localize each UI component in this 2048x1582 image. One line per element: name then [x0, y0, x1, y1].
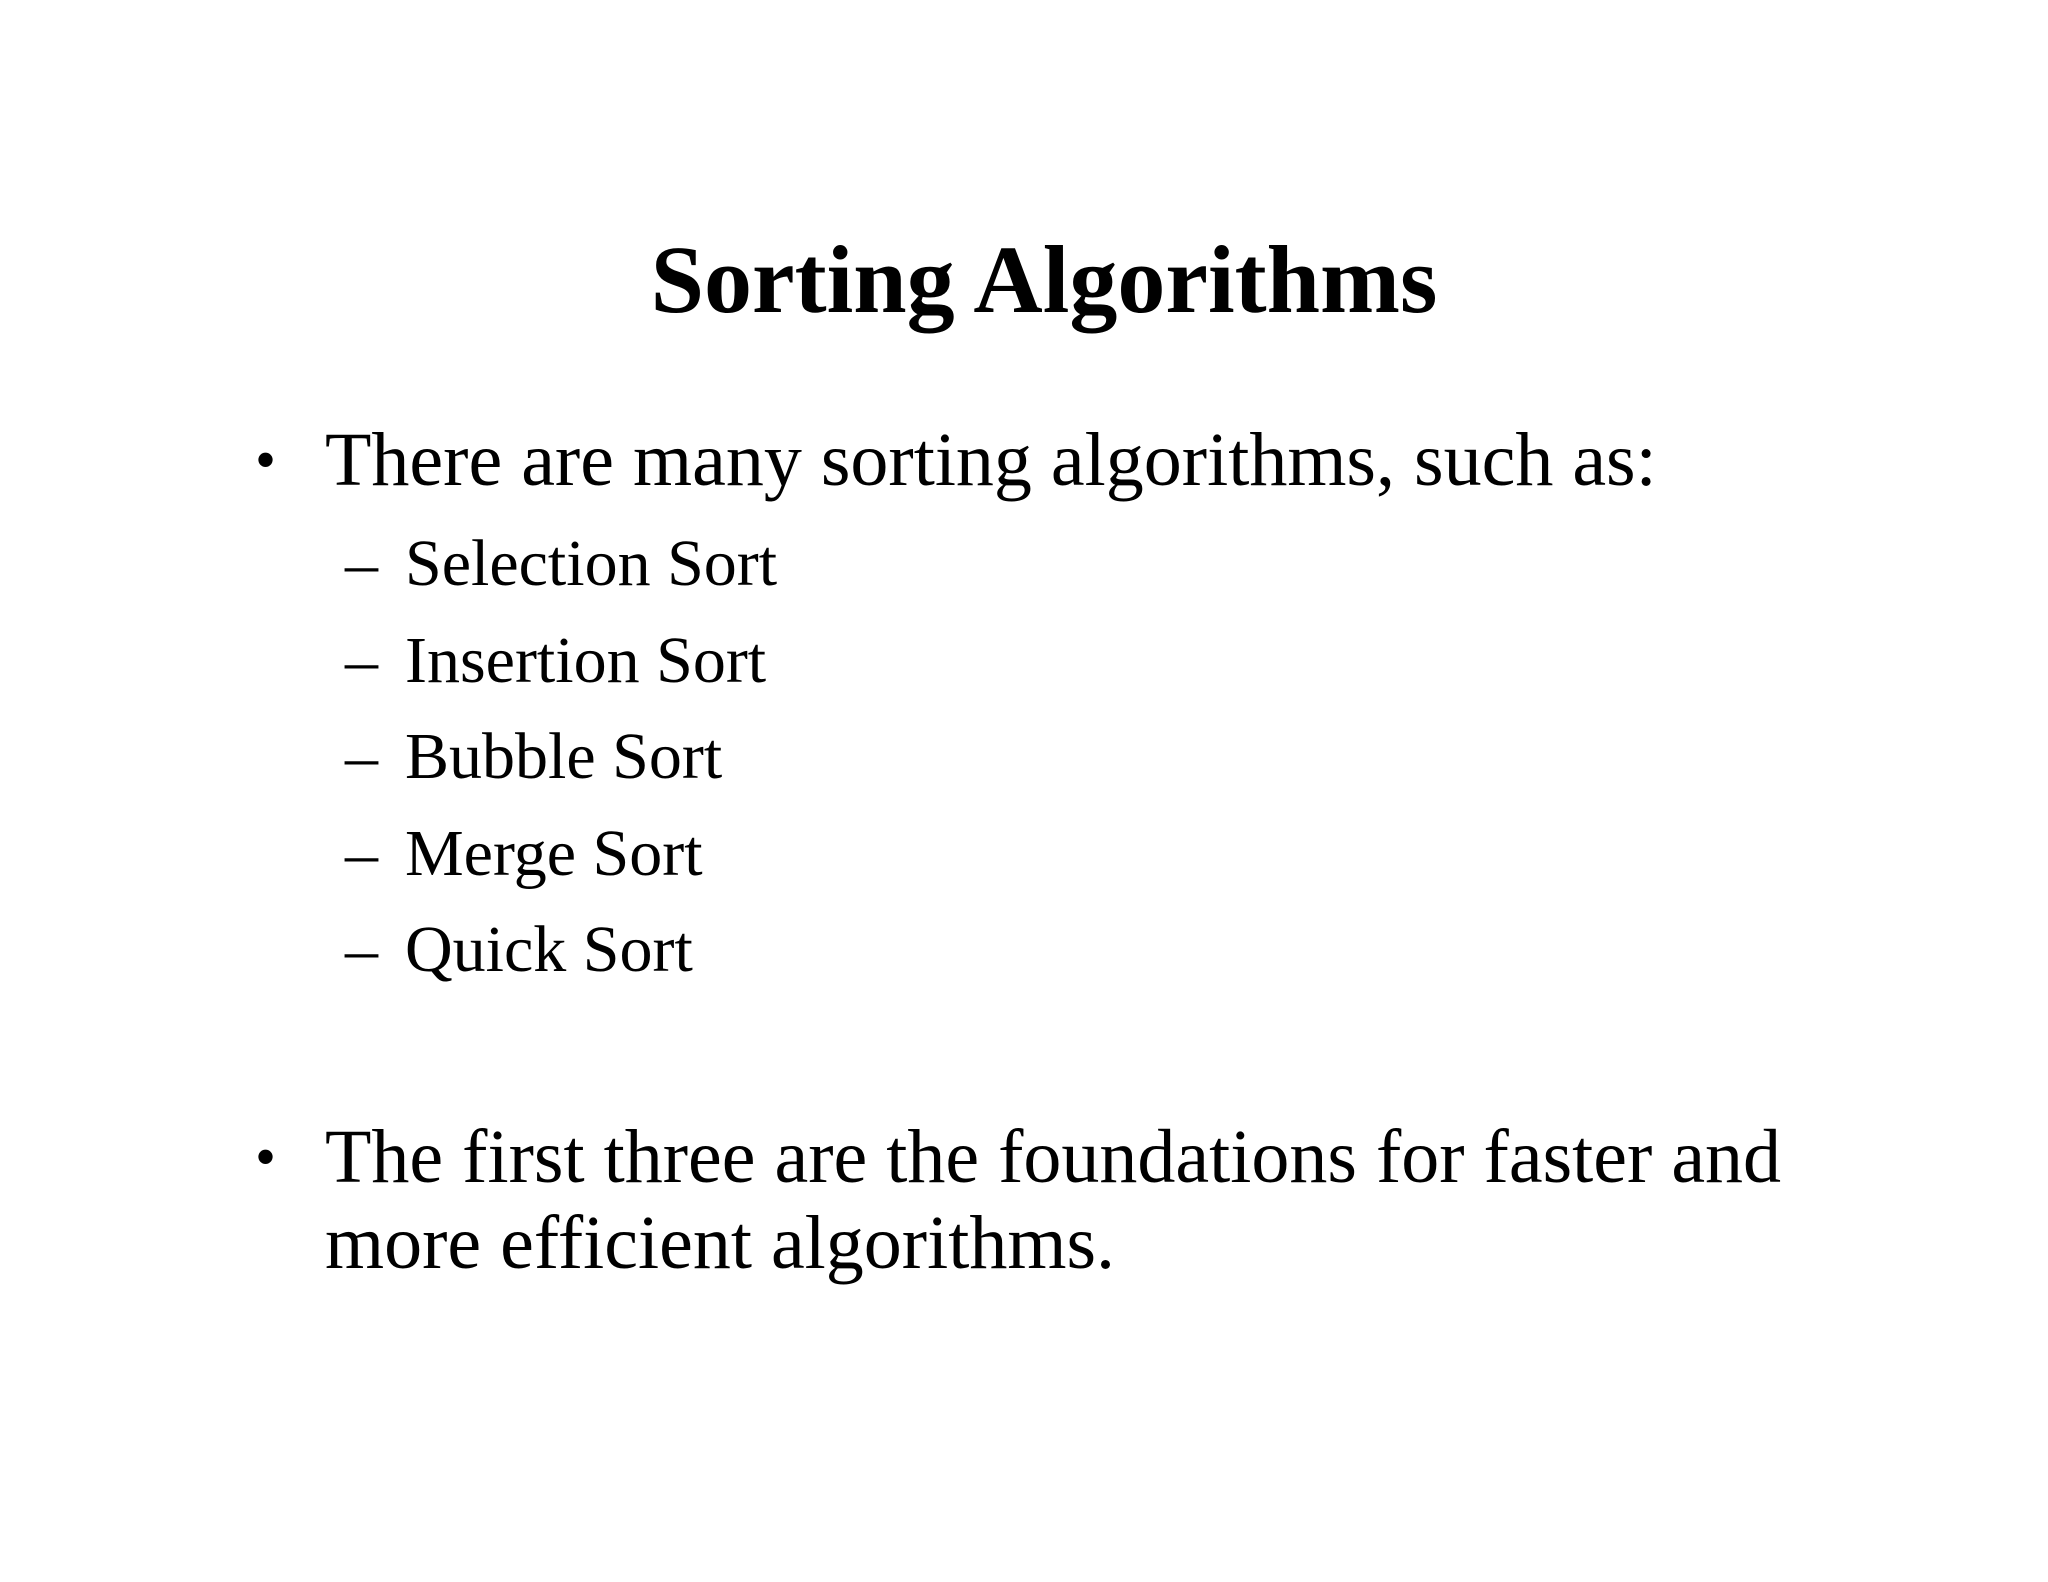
- bullet-item: [255, 417, 1657, 503]
- dash-marker: –: [345, 913, 378, 986]
- bullet-item: [255, 1114, 1815, 1286]
- dash-marker: –: [345, 720, 378, 793]
- bullet-text: There are many sorting algorithms, such as:: [325, 418, 1657, 502]
- sub-bullet-text: Quick Sort: [405, 913, 693, 986]
- slide-title: Sorting Algorithms: [650, 226, 1438, 333]
- sub-bullet-item: [345, 613, 777, 710]
- sub-bullet-item: [345, 806, 777, 903]
- sub-bullet-text: Merge Sort: [405, 816, 703, 890]
- bullet-text: The first three are the foundations for faster and more efficient algorithms.: [325, 1115, 1801, 1285]
- dash-marker: –: [345, 527, 378, 600]
- sub-bullet-text: Insertion Sort: [405, 623, 767, 697]
- dash-marker: –: [345, 816, 378, 890]
- dash-marker: –: [345, 623, 378, 697]
- sub-bullet-text: Bubble Sort: [405, 720, 723, 793]
- sub-bullet-item: [345, 516, 777, 613]
- sub-bullet-text: Selection Sort: [405, 527, 778, 600]
- sub-bullet-item: [345, 902, 777, 999]
- sub-bullet-list: [345, 516, 777, 999]
- bullet-marker: •: [255, 427, 277, 493]
- sub-bullet-item: [345, 709, 777, 806]
- bullet-marker: •: [255, 1124, 277, 1190]
